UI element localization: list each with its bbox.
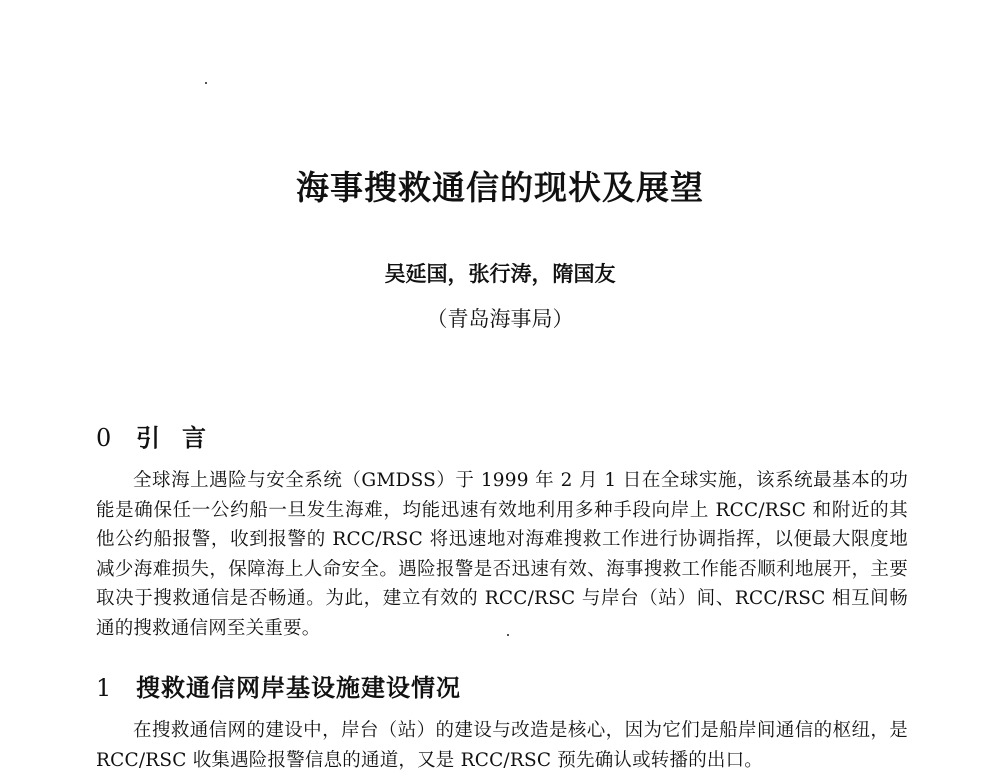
scan-speck xyxy=(205,82,207,84)
section-title: 搜救通信网岸基设施建设情况 xyxy=(136,674,461,702)
section-paragraph-infrastructure: 在搜救通信网的建设中，岸台（站）的建设与改造是核心，因为它们是船岸间通信的枢纽，是 RCC/RSC 收集遇险报警信息的通道，又是 RCC/RSC 预先确认或转播的出口。 xyxy=(96,720,908,771)
section-title: 引言 xyxy=(136,424,228,452)
section-number: 0 xyxy=(96,424,112,452)
section-paragraph-introduction: 全球海上遇险与安全系统（GMDSS）于 1999 年 2 月 1 日在全球实施，该系统最基本的功能是确保任一公约船一旦发生海难，均能迅速有效地利用多种手段向岸上 RCC/RSC 和附近的其他公约船报警，收到报警的 RCC/RSC 将迅速地对海难搜救工作进行协调指挥，以便最大限度地减少海难损失，保障海上人命安全。遇险报警是否迅速有效、海事搜救工作能否顺利地展开，主要取决于搜救通信是否畅通。为此，建立有效的 RCC/RSC 与岸台（站）间、RCC/RSC 相互间畅通的搜救通信网至关重要。 xyxy=(96,470,908,639)
author-list: 吴延国，张行涛，隋国友 xyxy=(384,262,616,286)
affiliation: （青岛海事局） xyxy=(426,307,574,331)
paper-title: 海事搜救通信的现状及展望 xyxy=(296,168,704,207)
section-heading-introduction xyxy=(96,418,228,453)
section-heading-infrastructure xyxy=(96,668,461,703)
section-number: 1 xyxy=(96,674,112,702)
